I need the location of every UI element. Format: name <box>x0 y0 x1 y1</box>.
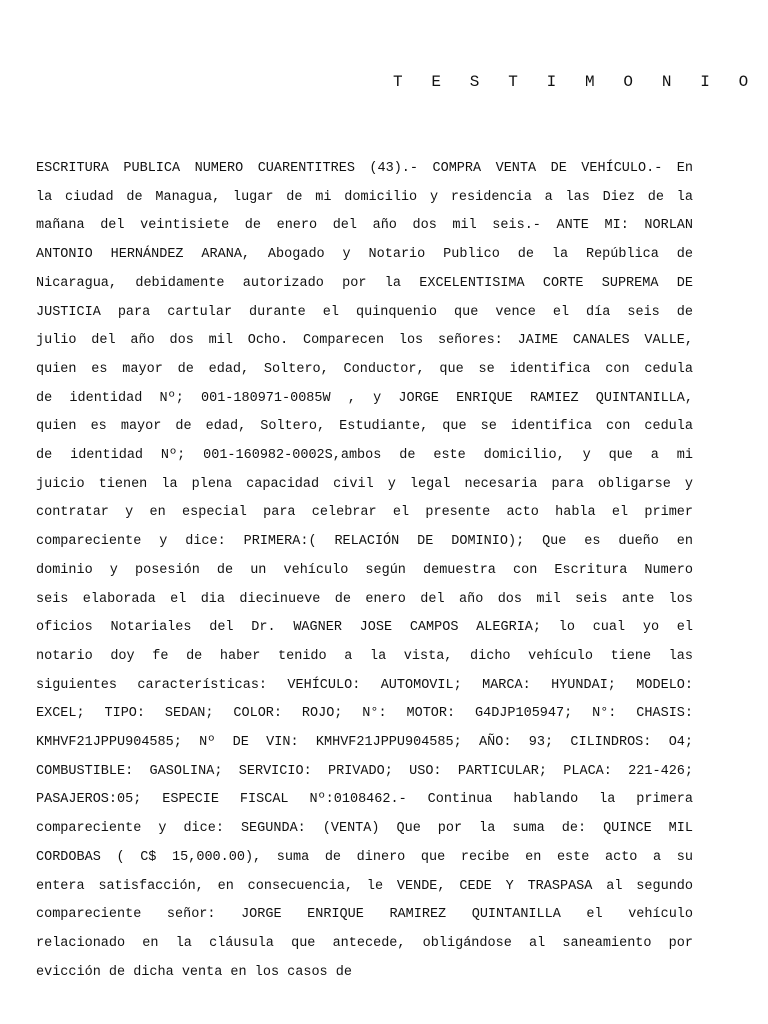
body-line: quien es mayor de edad, Soltero, Estudiante, que se identifica con cedula <box>36 419 693 435</box>
body-line: compareciente y dice: SEGUNDA: (VENTA) Que por la suma de: QUINCE MIL <box>36 821 693 837</box>
body-line: quien es mayor de edad, Soltero, Conductor, que se identifica con cedula <box>36 361 693 377</box>
body-line: contratar y en especial para celebrar el presente acto habla el primer <box>36 505 693 521</box>
body-line: compareciente señor: JORGE ENRIQUE RAMIREZ QUINTANILLA el vehículo <box>36 907 693 923</box>
body-line: de identidad Nº; 001-180971-0085W , y JORGE ENRIQUE RAMIEZ QUINTANILLA, <box>36 390 693 406</box>
body-line: CORDOBAS ( C$ 15,000.00), suma de dinero que recibe en este acto a su <box>36 849 693 865</box>
body-line: Nicaragua, debidamente autorizado por la EXCELENTISIMA CORTE SUPREMA DE <box>36 275 693 291</box>
body-line: JUSTICIA para cartular durante el quinquenio que vence el día seis de <box>36 304 693 320</box>
body-line: oficios Notariales del Dr. WAGNER JOSE CAMPOS ALEGRIA; lo cual yo el <box>36 620 693 636</box>
body-line: la ciudad de Managua, lugar de mi domicilio y residencia a las Diez de la <box>36 189 693 205</box>
body-line: ANTONIO HERNÁNDEZ ARANA, Abogado y Notario Publico de la República de <box>36 247 693 263</box>
body-line: EXCEL; TIPO: SEDAN; COLOR: ROJO; N°: MOTOR: G4DJP105947; N°: CHASIS: <box>36 706 693 722</box>
body-line: entera satisfacción, en consecuencia, le VENDE, CEDE Y TRASPASA al segundo <box>36 878 693 894</box>
body-line: PASAJEROS:05; ESPECIE FISCAL Nº:0108462.- Continua hablando la primera <box>36 792 693 808</box>
body-line: juicio tienen la plena capacidad civil y legal necesaria para obligarse y <box>36 476 693 492</box>
body-line: de identidad Nº; 001-160982-0002S,ambos de este domicilio, y que a mi <box>36 448 693 464</box>
body-line: compareciente y dice: PRIMERA:( RELACIÓN DE DOMINIO); Que es dueño en <box>36 534 693 550</box>
body-line: dominio y posesión de un vehículo según demuestra con Escritura Numero <box>36 562 693 578</box>
body-line: notario doy fe de haber tenido a la vista, dicho vehículo tiene las <box>36 648 693 664</box>
body-line: mañana del veintisiete de enero del año dos mil seis.- ANTE MI: NORLAN <box>36 218 693 234</box>
document-body <box>36 155 693 987</box>
body-line: siguientes características: VEHÍCULO: AUTOMOVIL; MARCA: HYUNDAI; MODELO: <box>36 677 693 693</box>
body-line: julio del año dos mil Ocho. Comparecen los señores: JAIME CANALES VALLE, <box>36 333 693 349</box>
document-title: T E S T I M O N I O <box>393 73 758 91</box>
body-line: seis elaborada el dia diecinueve de enero del año dos mil seis ante los <box>36 591 693 607</box>
body-line: evicción de dicha venta en los casos de <box>36 964 352 980</box>
body-line: COMBUSTIBLE: GASOLINA; SERVICIO: PRIVADO; USO: PARTICULAR; PLACA: 221-426; <box>36 763 693 779</box>
body-line: KMHVF21JPPU904585; Nº DE VIN: KMHVF21JPPU904585; AÑO: 93; CILINDROS: O4; <box>36 735 693 751</box>
body-line: ESCRITURA PUBLICA NUMERO CUARENTITRES (43).- COMPRA VENTA DE VEHÍCULO.- En <box>36 161 693 176</box>
body-line: relacionado en la cláusula que antecede, obligándose al saneamiento por <box>36 935 693 951</box>
